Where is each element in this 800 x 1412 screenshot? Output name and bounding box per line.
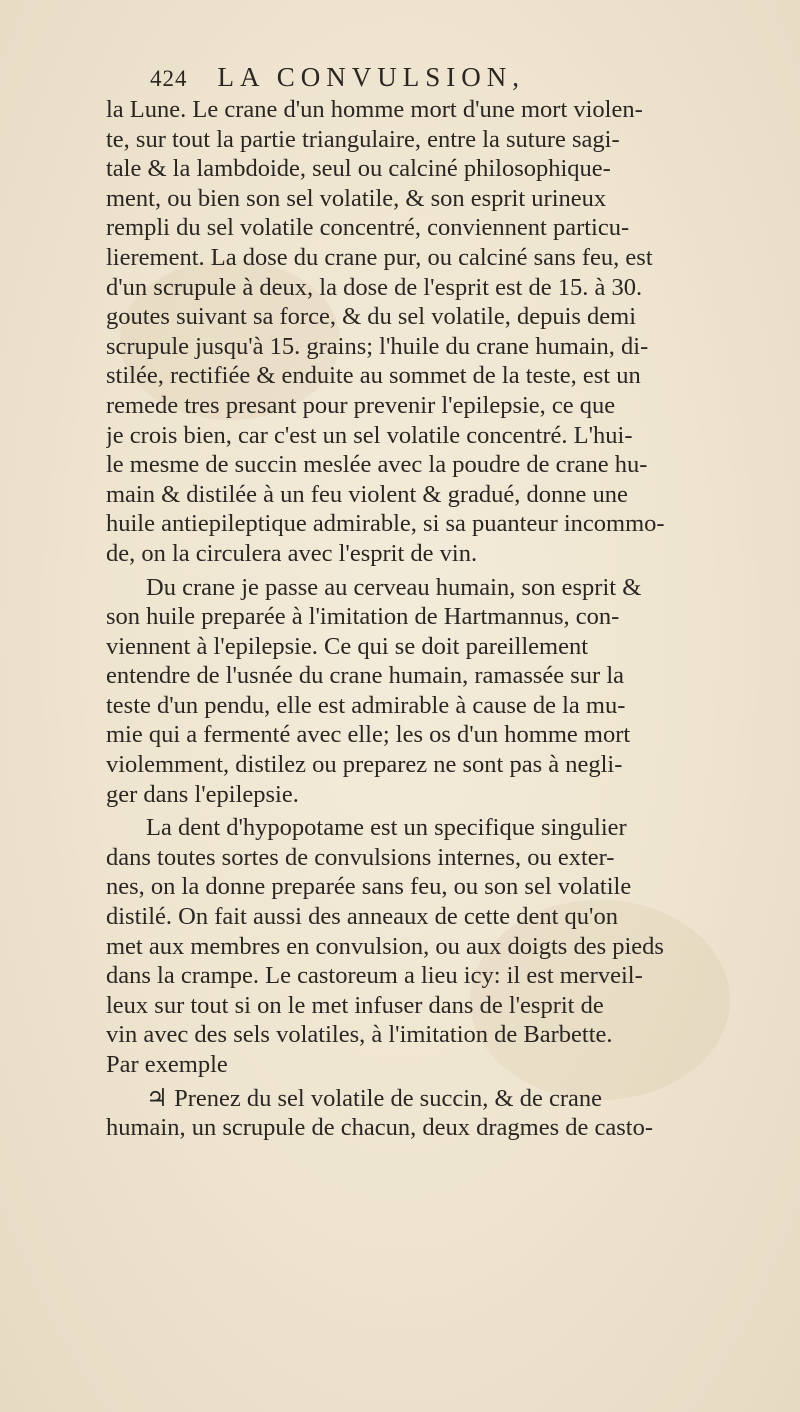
text-line: entendre de l'usnée du crane humain, ramassée sur la bbox=[106, 662, 625, 690]
text-line: le mesme de succin meslée avec la poudre de crane hu- bbox=[106, 451, 648, 479]
text-line: huile antiepileptique admirable, si sa puanteur incommo- bbox=[106, 510, 665, 538]
text-line: dans toutes sortes de convulsions internes, ou exter- bbox=[106, 843, 615, 871]
text-line: son huile preparée à l'imitation de Hartmannus, con- bbox=[106, 603, 620, 631]
text-line: rempli du sel volatile concentré, conviennent particu- bbox=[106, 214, 630, 242]
text-line: de, on la circulera avec l'esprit de vin. bbox=[106, 539, 478, 567]
text-line: leux sur tout si on le met infuser dans de l'esprit de bbox=[106, 991, 604, 1019]
text-line: ment, ou bien son sel volatile, & son esprit urineux bbox=[106, 184, 607, 212]
text-line: lierement. La dose du crane pur, ou calciné sans feu, est bbox=[106, 243, 653, 271]
page-number: 424 bbox=[150, 66, 188, 91]
text-line: tale & la lambdoide, seul ou calciné philosophique- bbox=[106, 155, 611, 183]
text-line: je crois bien, car c'est un sel volatile concentré. L'hui- bbox=[106, 421, 633, 449]
text-line: dans la crampe. Le castoreum a lieu icy: il est merveil- bbox=[106, 962, 643, 990]
text-line: met aux membres en convulsion, ou aux doigts des pieds bbox=[106, 932, 664, 960]
text-line: mie qui a fermenté avec elle; les os d'un homme mort bbox=[106, 721, 631, 749]
text-line: nes, on la donne preparée sans feu, ou son sel volatile bbox=[106, 873, 632, 901]
text-line: la Lune. Le crane d'un homme mort d'une mort violen- bbox=[106, 96, 643, 123]
text-line: main & distilée à un feu violent & gradué, donne une bbox=[106, 480, 628, 508]
text-line: ger dans l'epilepsie. bbox=[106, 780, 299, 808]
text-line: teste d'un pendu, elle est admirable à cause de la mu- bbox=[106, 691, 626, 719]
text-line: ♃ Prenez du sel volatile de succin, & de crane bbox=[146, 1084, 602, 1112]
text-line: stilée, rectifiée & enduite au sommet de la teste, est un bbox=[106, 362, 641, 390]
running-head: LA CONVULSION, bbox=[217, 62, 526, 92]
text-line: te, sur tout la partie triangulaire, entre la suture sagi- bbox=[106, 125, 620, 153]
text-line: Par exemple bbox=[106, 1051, 228, 1078]
text-line: goutes suivant sa force, & du sel volatile, depuis demi bbox=[106, 303, 637, 331]
text-line: Du crane je passe au cerveau humain, son esprit & bbox=[146, 573, 642, 601]
text-line: La dent d'hypopotame est un specifique singulier bbox=[146, 814, 627, 842]
text-line: vin avec des sels volatiles, à l'imitation de Barbette. bbox=[106, 1021, 613, 1049]
text-line: humain, un scrupule de chacun, deux dragmes de casto- bbox=[106, 1114, 653, 1142]
body-text bbox=[106, 95, 796, 1143]
text-line: distilé. On fait aussi des anneaux de cette dent qu'on bbox=[106, 903, 618, 931]
text-line: violemment, distilez ou preparez ne sont pas à negli- bbox=[106, 751, 623, 779]
text-line: remede tres presant pour prevenir l'epilepsie, ce que bbox=[106, 391, 616, 419]
text-line: viennent à l'epilepsie. Ce qui se doit pareillement bbox=[106, 632, 589, 660]
text-line: d'un scrupule à deux, la dose de l'esprit est de 15. à 30. bbox=[106, 273, 643, 301]
text-line: scrupule jusqu'à 15. grains; l'huile du crane humain, di- bbox=[106, 332, 649, 360]
